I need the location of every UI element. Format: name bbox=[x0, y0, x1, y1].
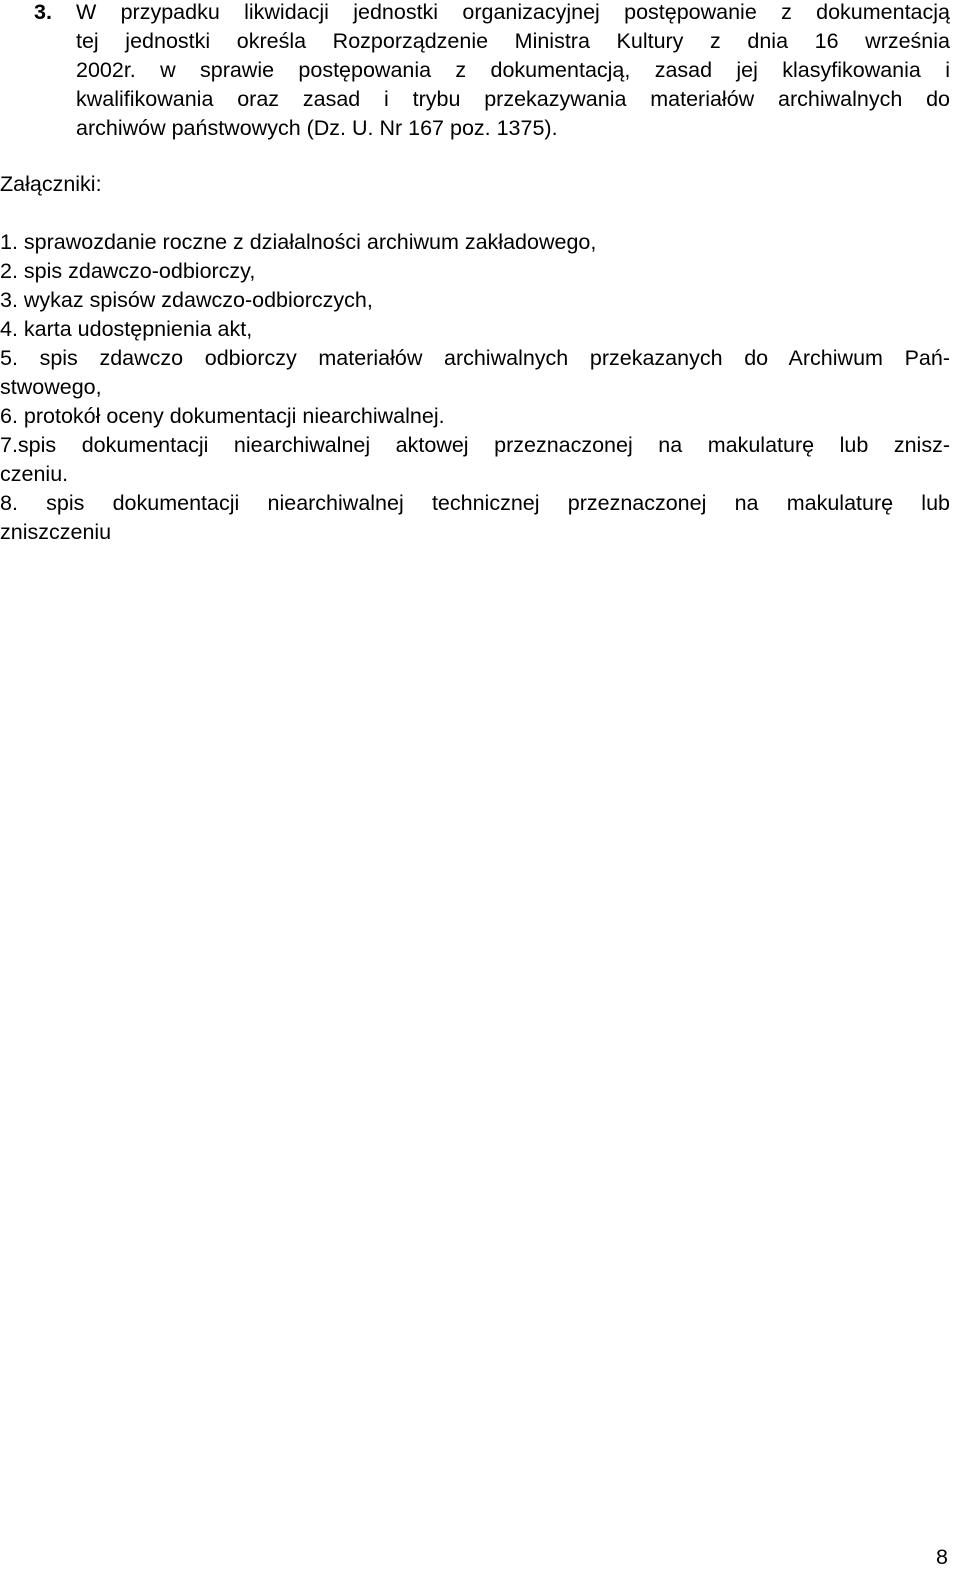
attachments-list bbox=[0, 228, 950, 547]
attachment-item: 8. spis dokumentacji niearchiwalnej technicznej przeznaczonej na makulaturę lub bbox=[0, 491, 950, 515]
attachment-item: 2. spis zdawczo-odbiorczy, bbox=[0, 259, 256, 283]
paragraph-line: 2002r. w sprawie postępowania z dokumentacją, zasad jej klasyfikowania i bbox=[76, 58, 950, 82]
attachment-item: 1. sprawozdanie roczne z działalności archiwum zakładowego, bbox=[0, 230, 597, 254]
paragraph-line: W przypadku likwidacji jednostki organizacyjnej postępowanie z dokumentacją bbox=[76, 0, 950, 24]
attachment-item: 4. karta udostępnienia akt, bbox=[0, 317, 253, 341]
section-paragraph bbox=[76, 0, 950, 143]
attachment-item-continuation: czeniu. bbox=[0, 462, 69, 486]
section-3 bbox=[0, 0, 955, 143]
attachments-heading: Załączniki: bbox=[0, 172, 102, 196]
attachment-item-continuation: zniszczeniu bbox=[0, 520, 112, 544]
page-number: 8 bbox=[936, 1545, 948, 1569]
attachment-item: 5. spis zdawczo odbiorczy materiałów archiwalnych przekazanych do Archiwum Pań- bbox=[0, 346, 950, 370]
attachment-item-continuation: stwowego, bbox=[0, 375, 102, 399]
paragraph-line: kwalifikowania oraz zasad i trybu przekazywania materiałów archiwalnych do bbox=[76, 87, 950, 111]
attachment-item: 6. protokół oceny dokumentacji niearchiwalnej. bbox=[0, 404, 445, 428]
paragraph-line: tej jednostki określa Rozporządzenie Ministra Kultury z dnia 16 września bbox=[76, 29, 950, 53]
attachment-item: 3. wykaz spisów zdawczo-odbiorczych, bbox=[0, 288, 373, 312]
paragraph-line: archiwów państwowych (Dz. U. Nr 167 poz. 1375). bbox=[76, 116, 558, 140]
section-number: 3. bbox=[34, 0, 52, 24]
attachment-item: 7.spis dokumentacji niearchiwalnej aktowej przeznaczonej na makulaturę lub znisz- bbox=[0, 433, 950, 457]
